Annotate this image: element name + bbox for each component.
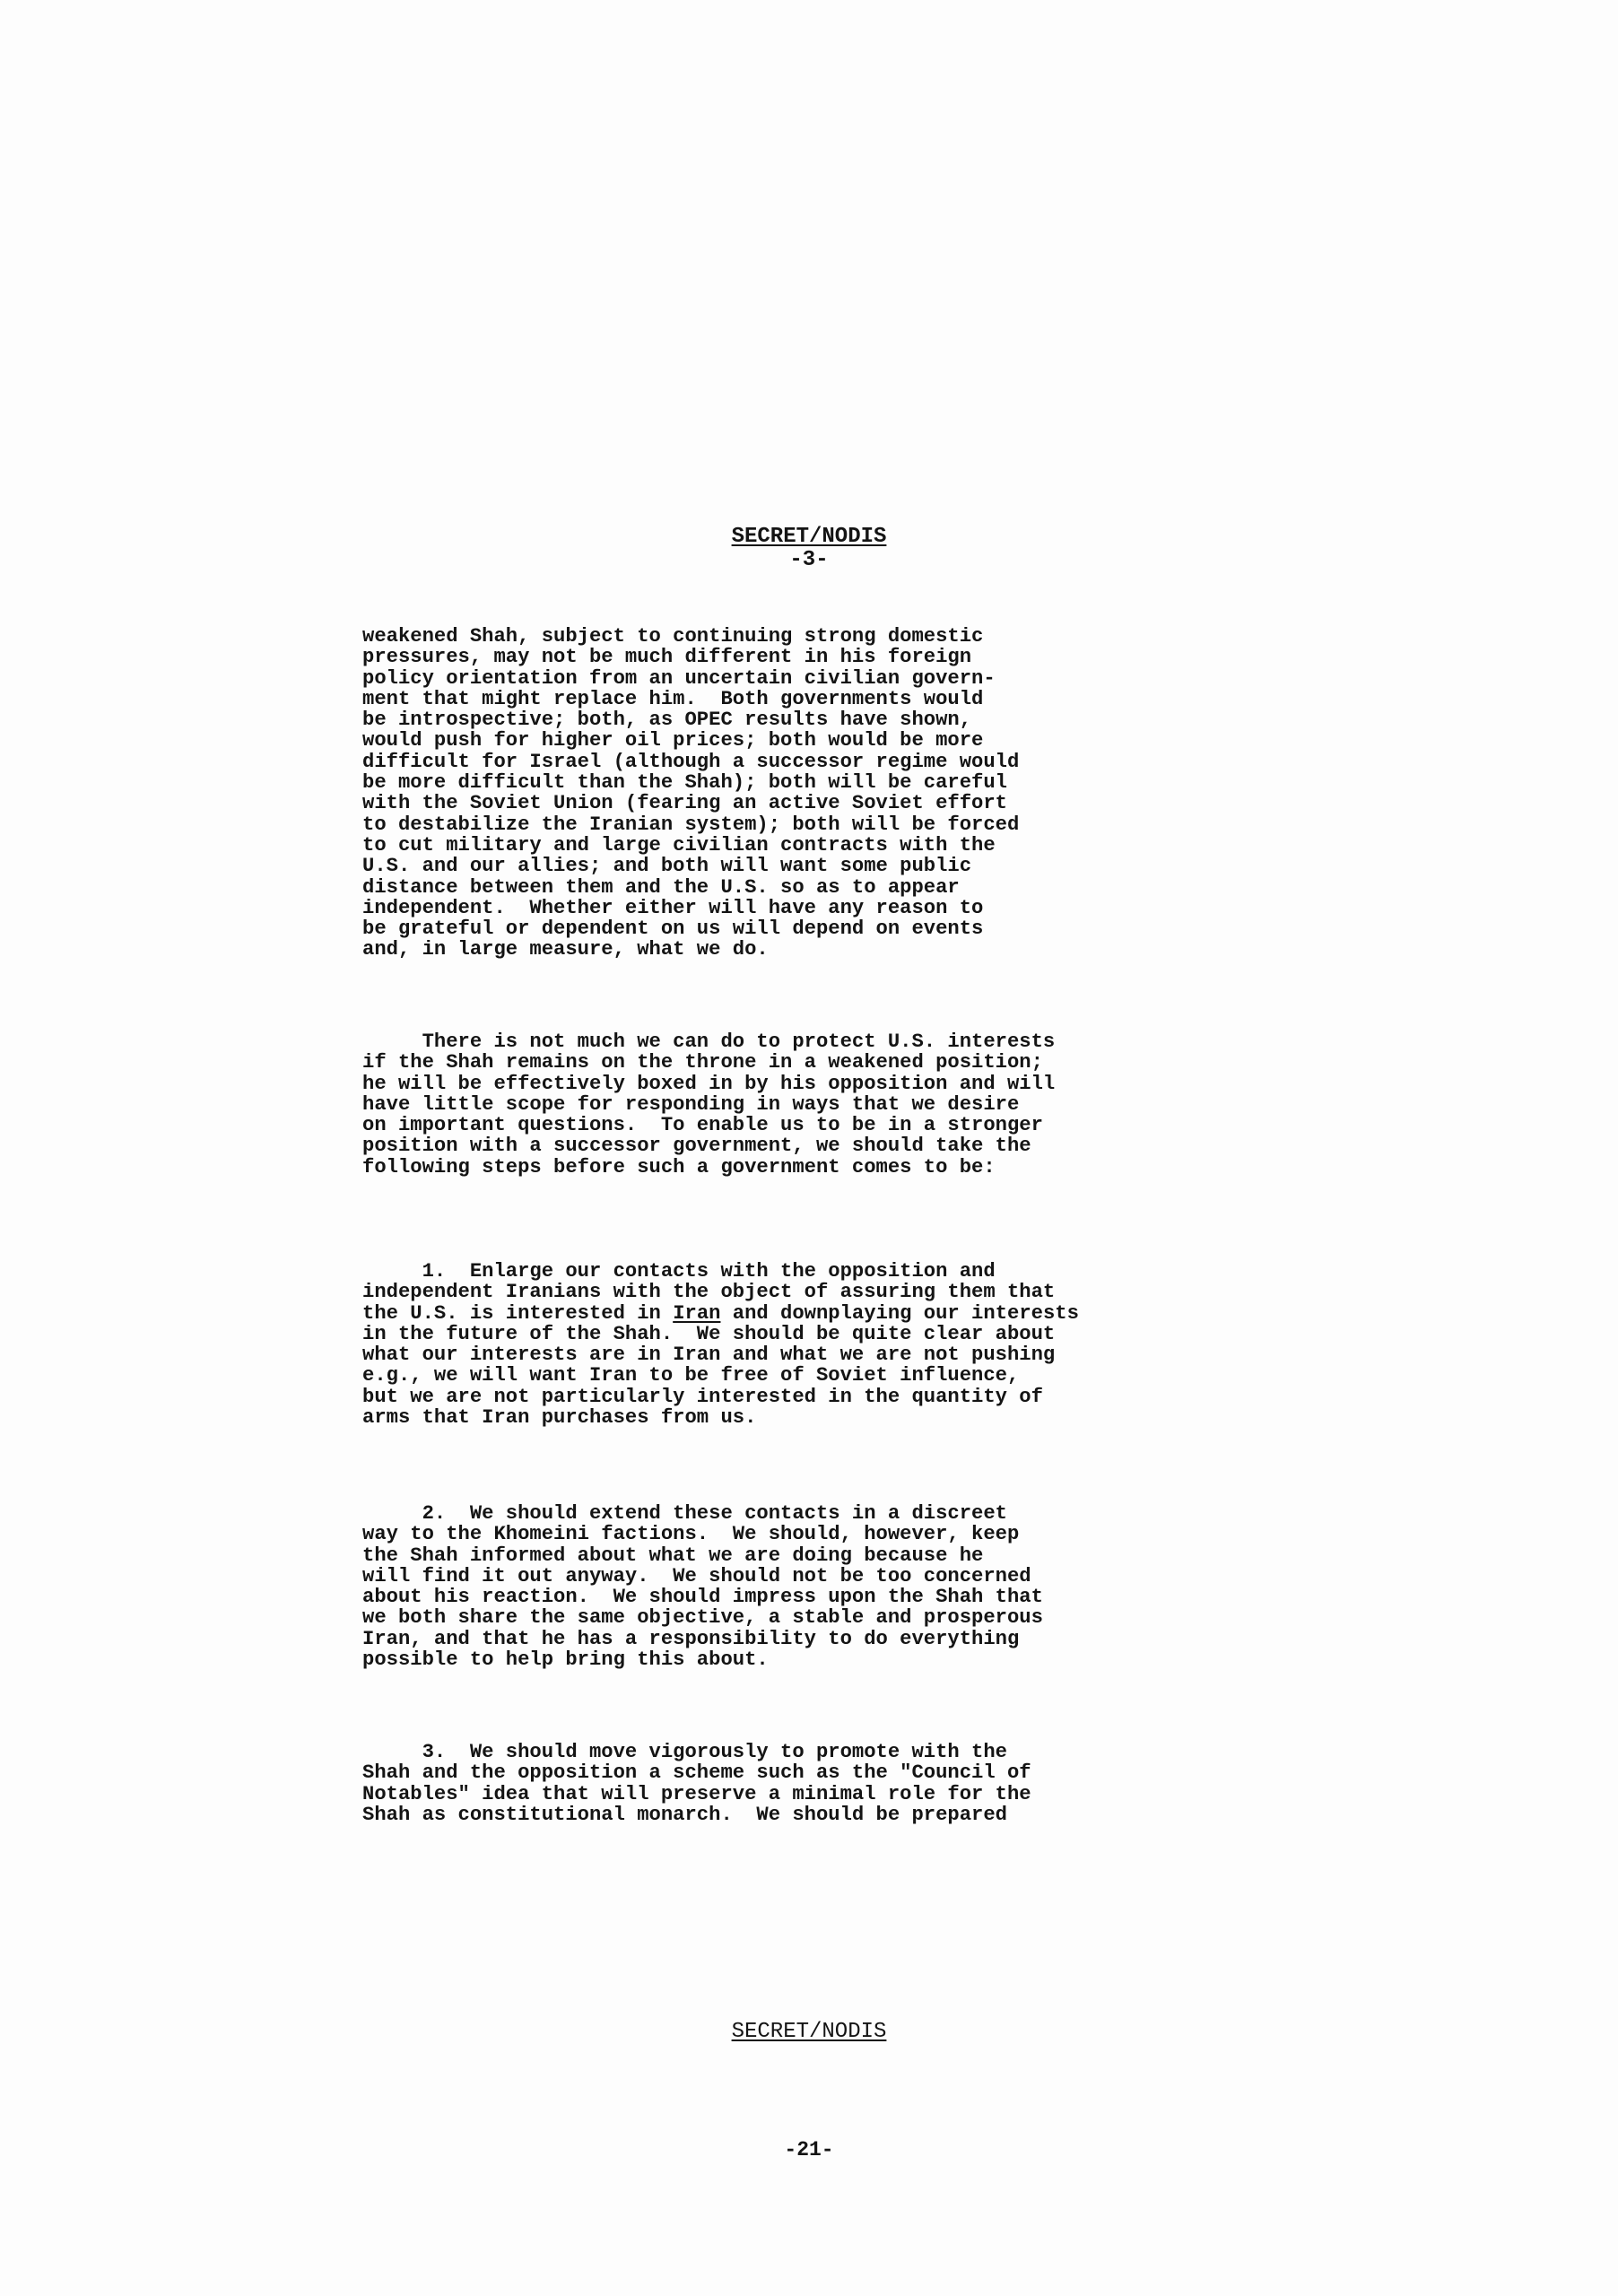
text-line: on important questions. To enable us to be in a stronger [362,1114,1043,1137]
document-page-number: -21- [784,2138,834,2161]
text-line: arms that Iran purchases from us. [362,1406,757,1430]
text-line: he will be effectively boxed in by his opposition and will [362,1072,1056,1095]
text-line: have little scope for responding in ways that we desire [362,1092,1020,1116]
text-line: 1. Enlarge our contacts with the opposition and [362,1260,996,1283]
text-line: U.S. and our allies; and both will want some public [362,855,972,878]
text-line: independent. Whether either will have any reason to [362,896,984,919]
text-segment: the U.S. is interested in [362,1301,674,1325]
text-line: 2. We should extend these contacts in a discreet [362,1502,1007,1525]
text-line: independent Iranians with the object of assuring them that [362,1281,1056,1304]
text-line: and, in large measure, what we do. [362,938,769,961]
text-line: 3. We should move vigorously to promote with the [362,1741,1007,1763]
text-line: be grateful or dependent on us will depend on events [362,918,984,941]
paragraph-2 [362,1031,1313,1178]
paragraph-4-item-2 [362,1503,1313,1670]
text-line: the Shah informed about what we are doing because he [362,1544,984,1567]
text-line: Shah as constitutional monarch. We should be prepared [362,1803,1007,1826]
text-line: Shah and the opposition a scheme such as the "Council of [362,1761,1031,1785]
text-segment: and downplaying our interests [720,1301,1079,1325]
text-line: Notables" idea that will preserve a minimal role for the [362,1782,1031,1805]
text-line: ment that might replace him. Both governments would [362,687,984,710]
text-line: pressures, may not be much different in his foreign [362,646,972,669]
top-classification-text: SECRET/NODIS [731,525,887,549]
paragraph-5-item-3 [362,1742,1313,1825]
bottom-classification-text: SECRET/NODIS [731,2020,887,2044]
memo-page-number: -3- [789,548,829,572]
text-line: be introspective; both, as OPEC results have shown, [362,709,972,732]
text-line: to cut military and large civilian contracts with the [362,833,996,857]
paragraph-3-item-1 [362,1261,1313,1428]
text-line: we both share the same objective, a stable and prosperous [362,1606,1043,1630]
text-line: in the future of the Shah. We should be quite clear about [362,1322,1056,1345]
paragraph-1 [362,626,1313,961]
text-line: weakened Shah, subject to continuing strong domestic [362,625,984,648]
text-line: but we are not particularly interested in the quantity of [362,1385,1043,1408]
bottom-classification-marking [0,2021,1618,2044]
top-classification-marking [0,526,1618,549]
text-line: way to the Khomeini factions. We should, however, keep [362,1523,1020,1546]
text-line: will find it out anyway. We should not be too concerned [362,1564,1031,1587]
text-line: distance between them and the U.S. so as to appear [362,875,960,899]
text-line: about his reaction. We should impress upon the Shah that [362,1586,1043,1609]
text-line: There is not much we can do to protect U.S. interests [362,1031,1056,1053]
text-line: be more difficult than the Shah); both will be careful [362,771,1007,795]
underlined-word: Iran [673,1301,721,1325]
text-line: possible to help bring this about. [362,1648,769,1672]
text-line: what our interests are in Iran and what we are not pushing [362,1344,1056,1367]
text-line: to destabilize the Iranian system); both will be forced [362,813,1020,836]
text-line: e.g., we will want Iran to be free of Soviet influence, [362,1364,1020,1387]
text-line: policy orientation from an uncertain civilian govern- [362,666,996,690]
text-line: with the Soviet Union (fearing an active Soviet effort [362,792,1007,815]
text-line [362,1303,1313,1324]
text-line: following steps before such a government comes to be: [362,1155,996,1178]
text-line: position with a successor government, we should take the [362,1135,1031,1158]
text-line: Iran, and that he has a responsibility to do everything [362,1627,1020,1650]
text-line: difficult for Israel (although a successor regime would [362,750,1020,773]
text-line: would push for higher oil prices; both would be more [362,729,984,752]
text-line: if the Shah remains on the throne in a weakened position; [362,1051,1043,1074]
